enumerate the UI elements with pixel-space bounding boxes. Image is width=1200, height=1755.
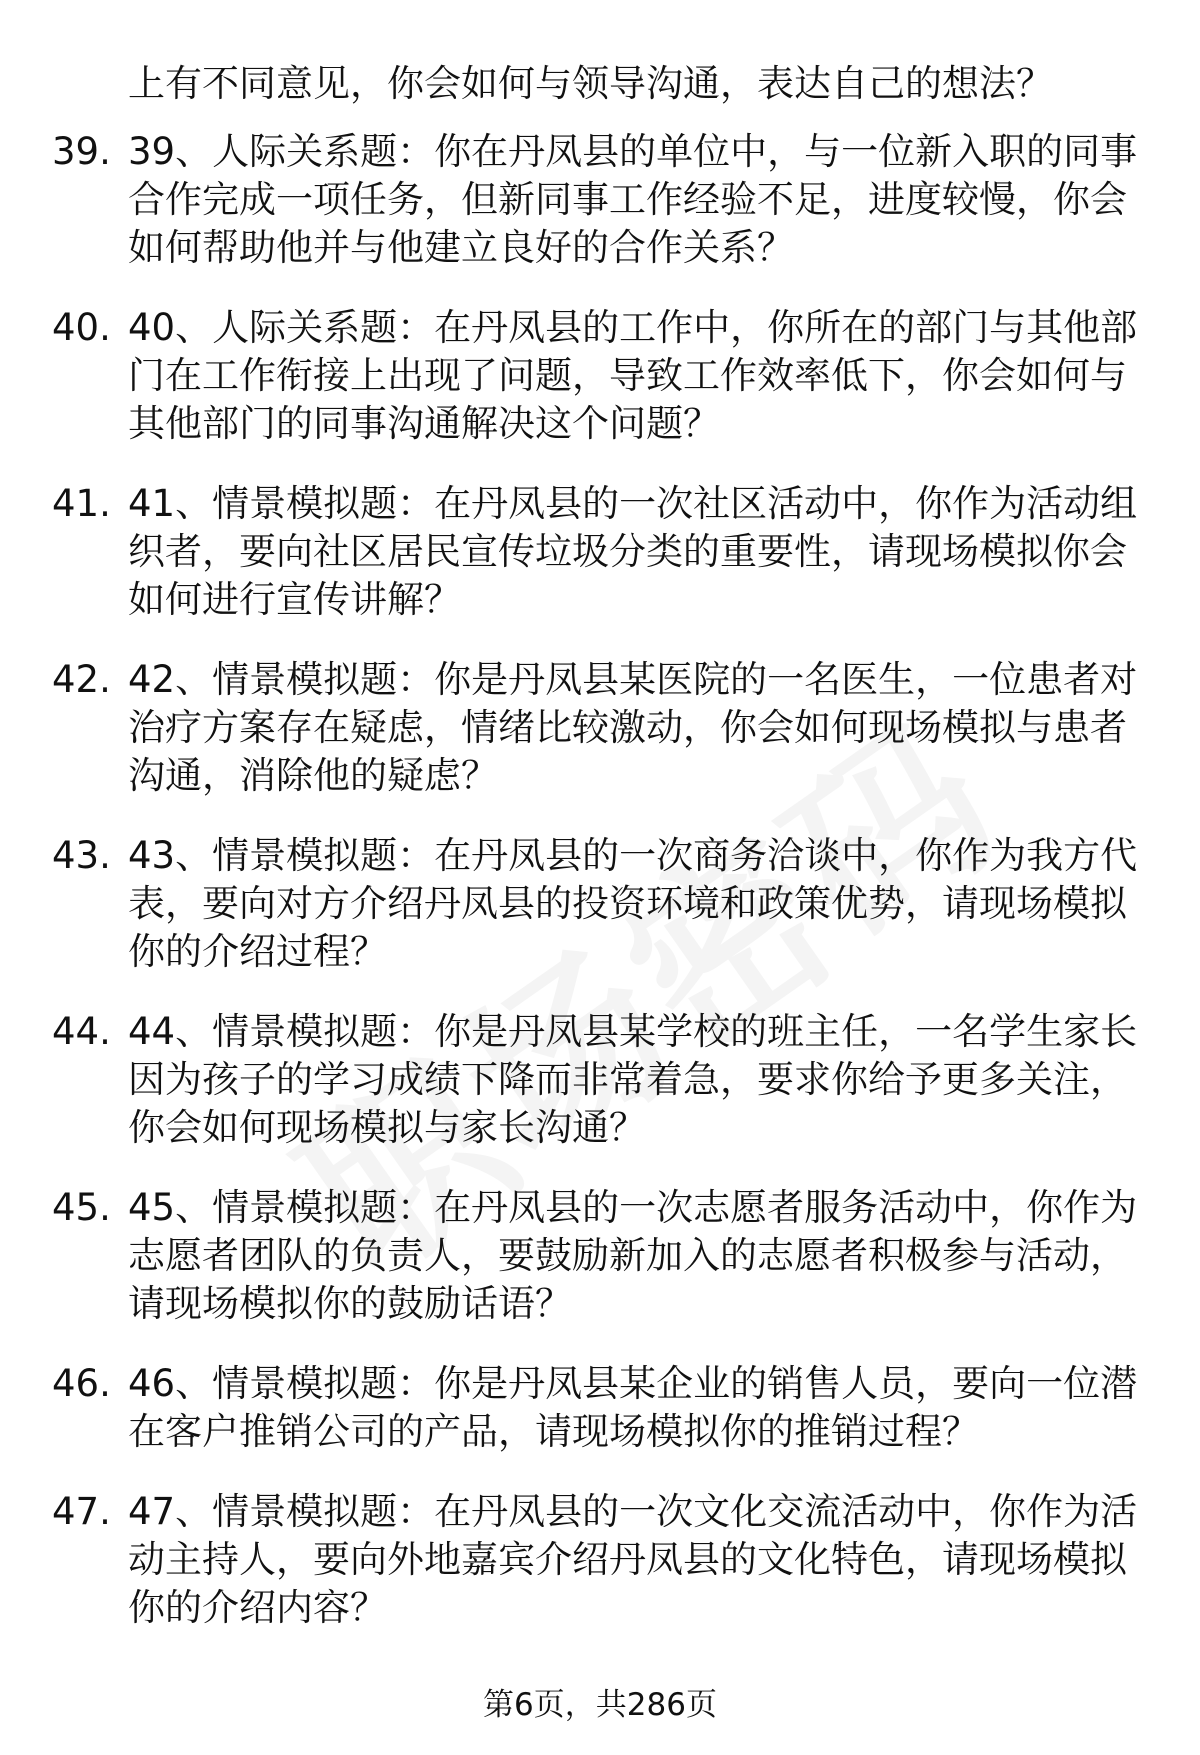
question-list (0, 128, 1200, 1664)
list-item-number: 40. (52, 306, 111, 349)
list-item-number: 39. (52, 130, 111, 173)
list-item-number: 41. (52, 482, 111, 525)
list-item (0, 1008, 1138, 1152)
list-item-text: 40、人际关系题：在丹凤县的工作中，你所在的部门与其他部门在工作衔接上出现了问题，导致工作效率低下，你会如何与其他部门的同事沟通解决这个问题？ (128, 306, 1138, 445)
list-item-number: 43. (52, 834, 111, 877)
list-item-number: 44. (52, 1010, 111, 1053)
list-item-number: 47. (52, 1490, 111, 1533)
list-item-text: 42、情景模拟题：你是丹凤县某医院的一名医生，一位患者对治疗方案存在疑虑，情绪比较激动，你会如何现场模拟与患者沟通，消除他的疑虑？ (128, 658, 1138, 797)
list-item-text: 39、人际关系题：你在丹凤县的单位中，与一位新入职的同事合作完成一项任务，但新同事工作经验不足，进度较慢，你会如何帮助他并与他建立良好的合作关系？ (128, 130, 1138, 269)
list-item-number: 42. (52, 658, 111, 701)
list-item (0, 1360, 1138, 1456)
list-item (0, 832, 1138, 976)
list-item-number: 46. (52, 1362, 111, 1405)
list-item-text: 46、情景模拟题：你是丹凤县某企业的销售人员，要向一位潜在客户推销公司的产品，请现场模拟你的推销过程？ (128, 1362, 1138, 1453)
list-item-number: 45. (52, 1186, 111, 1229)
list-item-text: 47、情景模拟题：在丹凤县的一次文化交流活动中，你作为活动主持人，要向外地嘉宾介绍丹凤县的文化特色，请现场模拟你的介绍内容？ (128, 1490, 1138, 1629)
page-number-footer: 第6页，共286页 (483, 1687, 717, 1723)
list-item (0, 1184, 1138, 1328)
list-item (0, 1488, 1138, 1632)
list-item (0, 128, 1138, 272)
list-item-text: 43、情景模拟题：在丹凤县的一次商务洽谈中，你作为我方代表，要向对方介绍丹凤县的投资环境和政策优势，请现场模拟你的介绍过程？ (128, 834, 1138, 973)
continued-question-text: 上有不同意见，你会如何与领导沟通，表达自己的想法？ (128, 62, 1053, 105)
list-item-text: 41、情景模拟题：在丹凤县的一次社区活动中，你作为活动组织者，要向社区居民宣传垃圾分类的重要性，请现场模拟你会如何进行宣传讲解？ (128, 482, 1138, 621)
list-item (0, 304, 1138, 448)
list-item (0, 480, 1138, 624)
list-item-text: 44、情景模拟题：你是丹凤县某学校的班主任，一名学生家长因为孩子的学习成绩下降而非常着急，要求你给予更多关注，你会如何现场模拟与家长沟通？ (128, 1010, 1138, 1149)
list-item (0, 656, 1138, 800)
list-item-text: 45、情景模拟题：在丹凤县的一次志愿者服务活动中，你作为志愿者团队的负责人，要鼓励新加入的志愿者积极参与活动，请现场模拟你的鼓励话语？ (128, 1186, 1138, 1325)
